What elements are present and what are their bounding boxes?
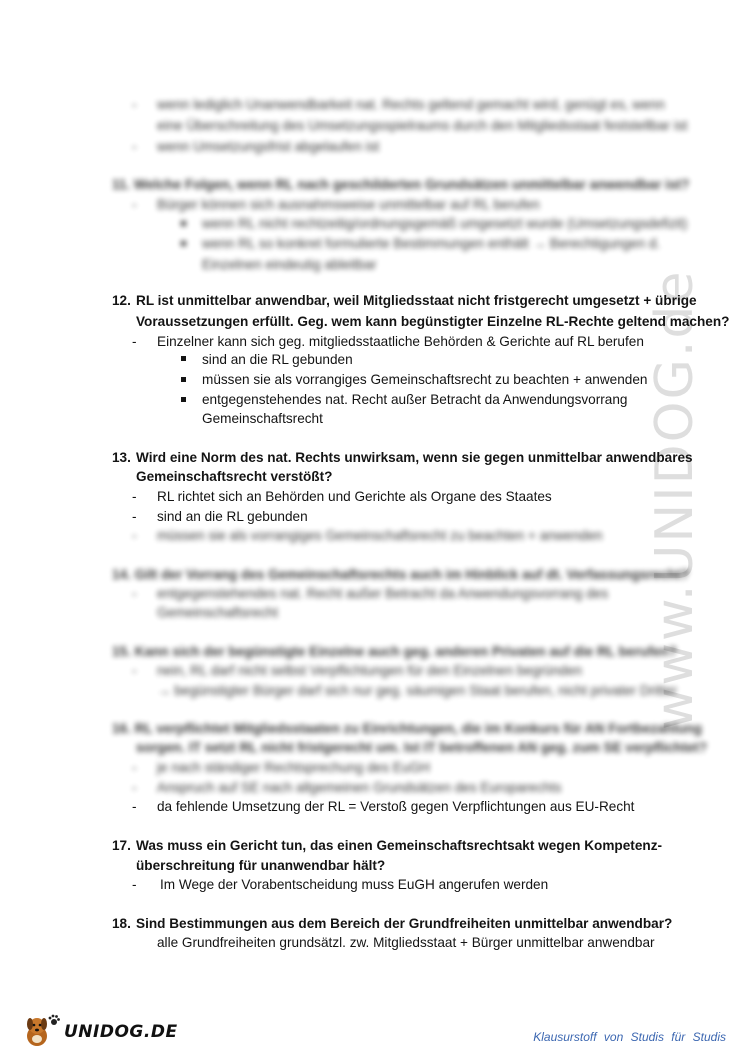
question-number: 18. bbox=[112, 916, 131, 931]
question-number: 12. bbox=[112, 293, 131, 308]
footer-tagline: Klausurstoff von Studis für Studis bbox=[533, 1030, 726, 1044]
answer-text: RL richtet sich an Behörden und Gerichte als Organe des Staates bbox=[157, 489, 552, 504]
answer-text: sind an die RL gebunden bbox=[157, 509, 308, 524]
answer-text: alle Grundfreiheiten grundsätzl. zw. Mitgliedsstaat + Bürger unmittelbar anwendbar bbox=[157, 935, 655, 950]
question-number: 13. bbox=[112, 450, 131, 465]
question-number: 17. bbox=[112, 838, 131, 853]
answer-bullet: müssen sie als vorrangiges Gemeinschaftsrecht zu beachten + anwenden bbox=[202, 372, 648, 387]
bullet bbox=[181, 356, 186, 361]
bullet bbox=[181, 377, 186, 382]
question-text: Wird eine Norm des nat. Rechts unwirksam, wenn sie gegen unmittelbar anwendbares bbox=[136, 450, 693, 465]
question-text: Gemeinschaftsrecht verstößt? bbox=[136, 469, 333, 484]
answer-bullet: sind an die RL gebunden bbox=[202, 352, 353, 367]
question-text: Sind Bestimmungen aus dem Bereich der Grundfreiheiten unmittelbar anwendbar? bbox=[136, 916, 673, 931]
paw-icon bbox=[48, 1014, 60, 1026]
question-text: überschreitung für unanwendbar hält? bbox=[136, 858, 386, 873]
answer-bullet-continued: Gemeinschaftsrecht bbox=[202, 411, 323, 426]
question-text: RL ist unmittelbar anwendbar, weil Mitgliedsstaat nicht fristgerecht umgesetzt + übrige bbox=[136, 293, 697, 308]
answer-bullet: entgegenstehendes nat. Recht außer Betracht da Anwendungsvorrang bbox=[202, 392, 628, 407]
answer-text: da fehlende Umsetzung der RL = Verstoß gegen Verpflichtungen aus EU-Recht bbox=[157, 799, 635, 814]
bullet bbox=[181, 397, 186, 402]
answer-text-blurred: müssen sie als vorrangiges Gemeinschaftsrecht zu beachten + anwenden bbox=[157, 528, 603, 543]
logo-text: UNIDOG.DE bbox=[64, 1022, 178, 1042]
answer-text: Im Wege der Vorabentscheidung muss EuGH angerufen werden bbox=[160, 877, 549, 892]
watermark: www.UNIDOG.de bbox=[645, 269, 705, 730]
question-text: Voraussetzungen erfüllt. Geg. wem kann begünstigter Einzelne RL-Rechte geltend machen? bbox=[136, 314, 730, 329]
unidog-logo bbox=[22, 1012, 178, 1048]
question-text: Was muss ein Gericht tun, das einen Gemeinschaftsrechtsakt wegen Kompetenz- bbox=[136, 838, 663, 853]
answer-text: Einzelner kann sich geg. mitgliedsstaatliche Behörden & Gerichte auf RL berufen bbox=[157, 334, 644, 349]
